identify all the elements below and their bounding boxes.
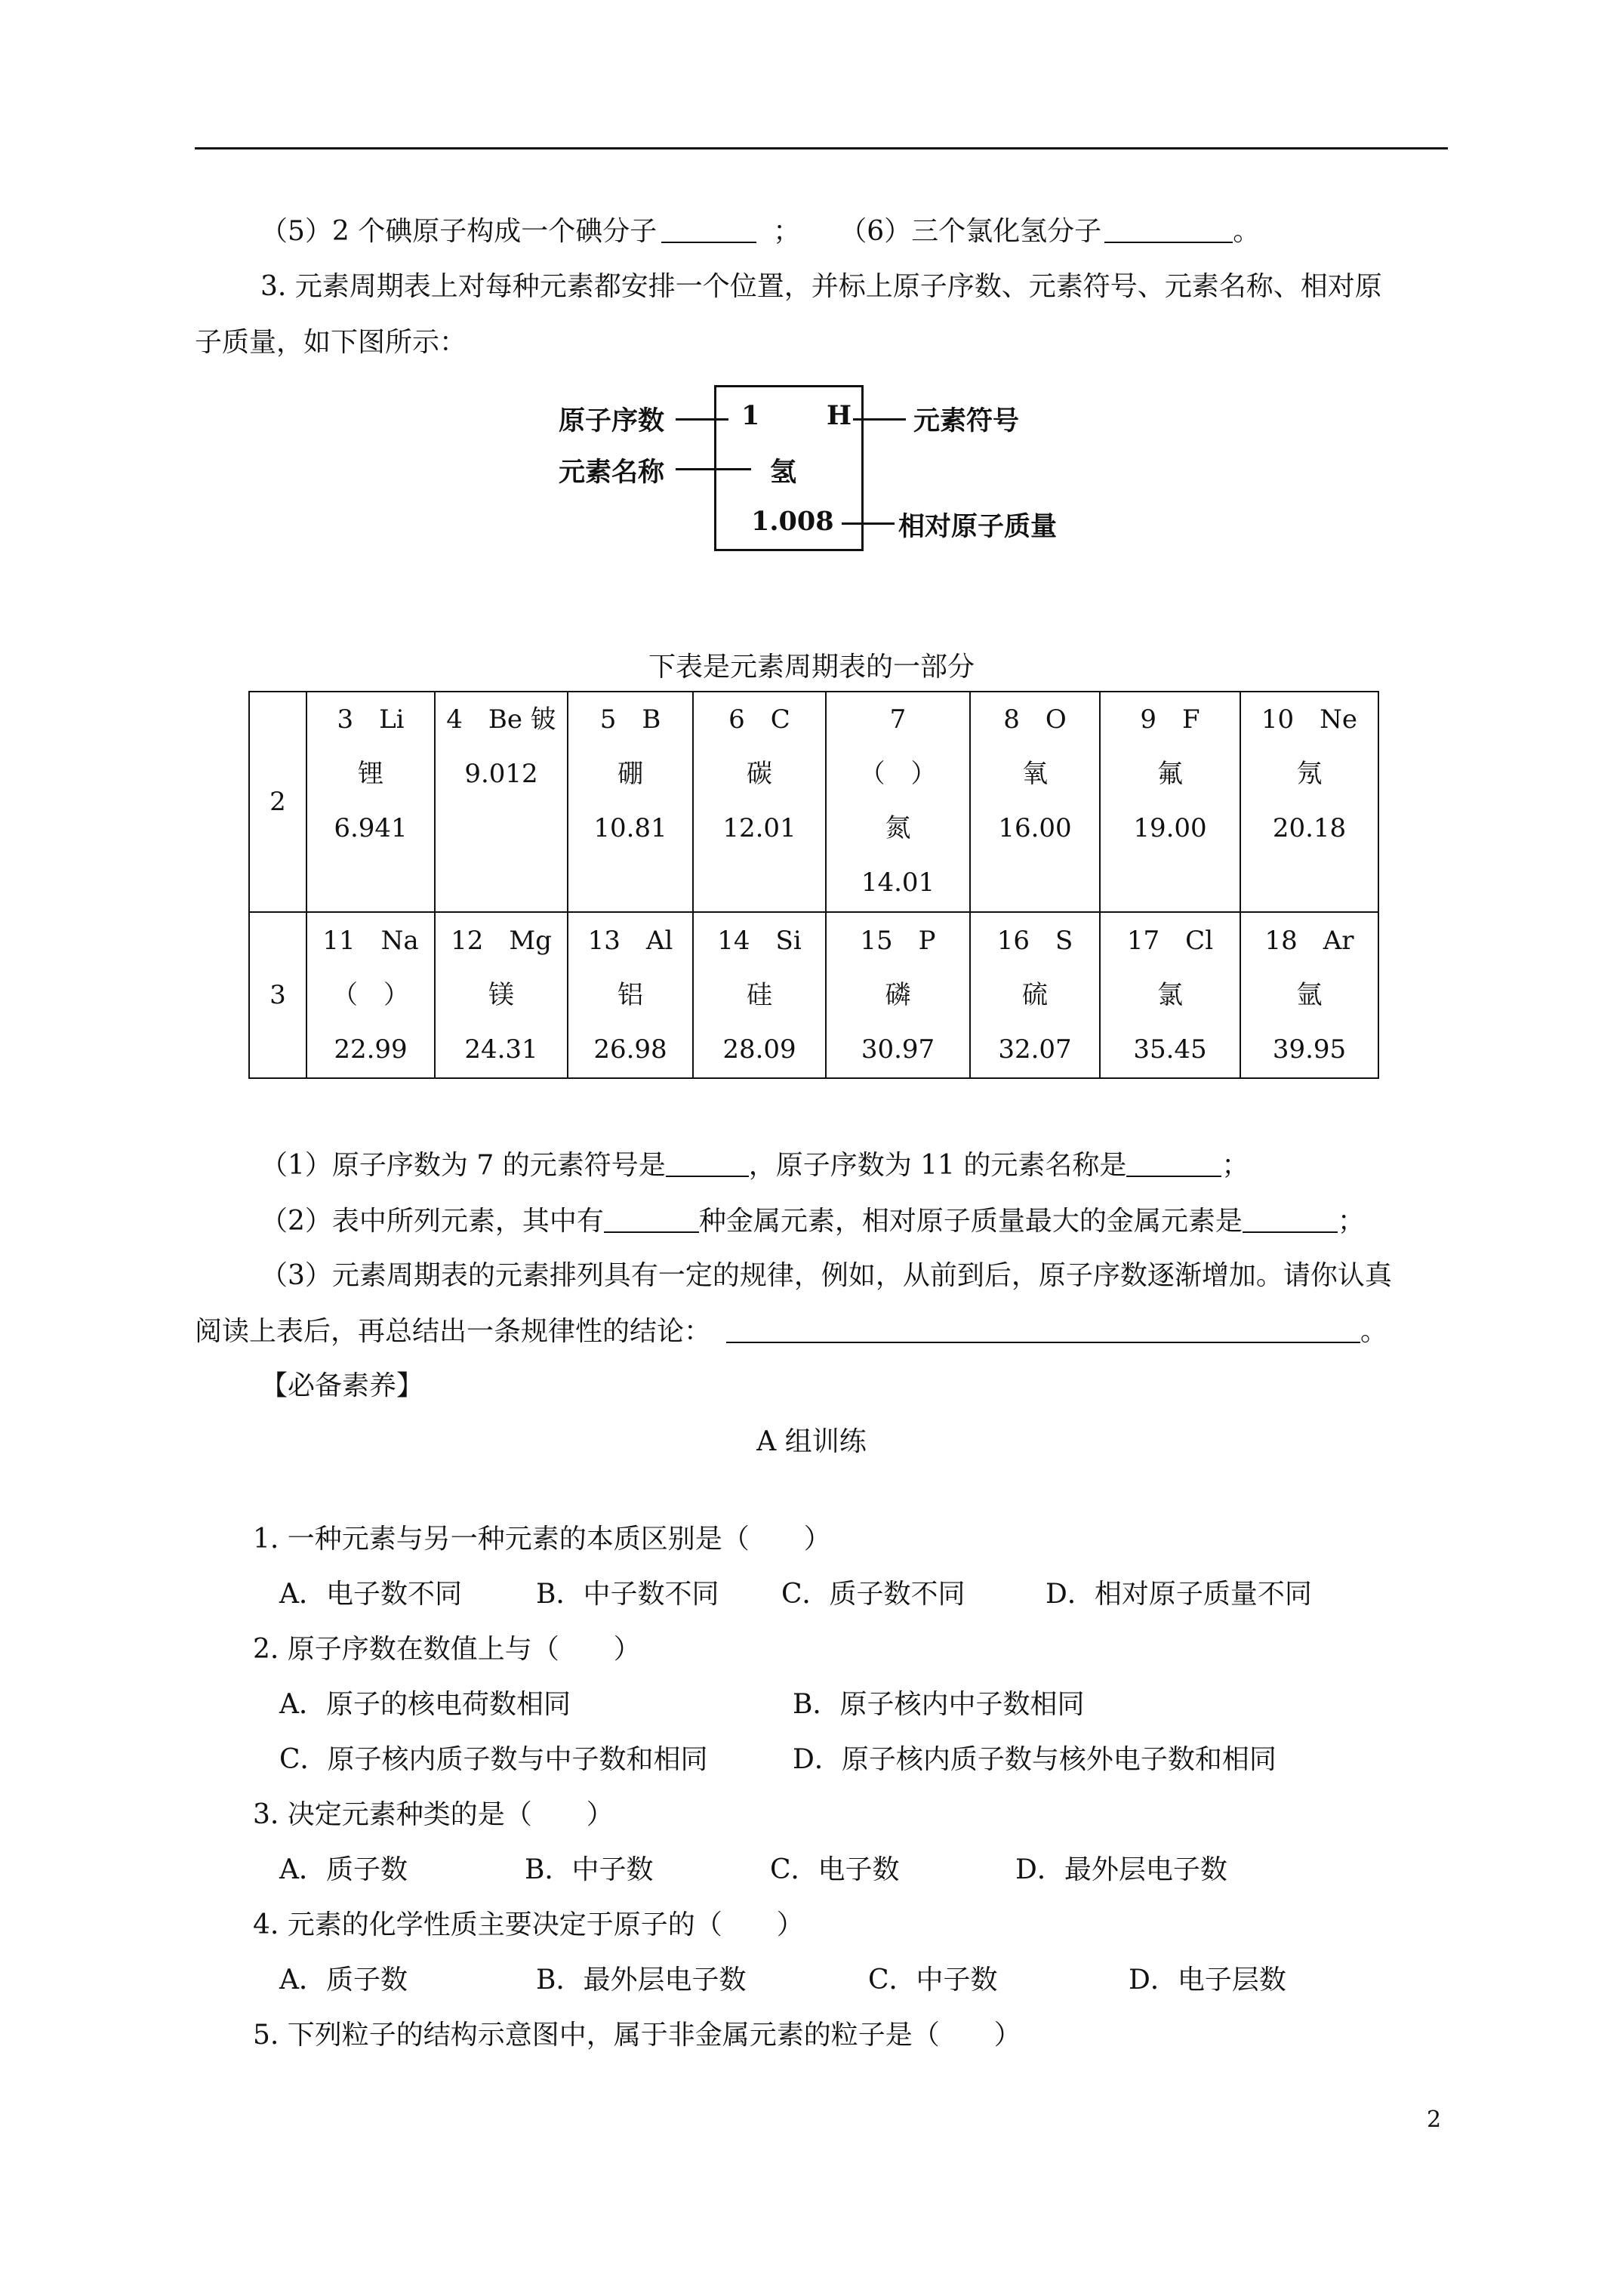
q2-text-b: 种金属元素，相对原子质量最大的金属元素是 <box>698 1206 1243 1237</box>
cell-line: 24.31 <box>464 1034 538 1065</box>
cell-line: 5 B <box>599 704 661 735</box>
element-cell <box>435 692 568 912</box>
cell-line: 磷 <box>885 980 911 1010</box>
cell-line: 氟 <box>1157 759 1183 789</box>
element-cell <box>568 912 693 1078</box>
cell-line: 硫 <box>1022 980 1048 1010</box>
answer-option[interactable]: C．电子数 <box>770 1854 900 1885</box>
cell-line: 12.01 <box>722 813 796 843</box>
answer-option[interactable]: D．电子层数 <box>1129 1965 1286 1996</box>
blank[interactable] <box>604 1204 699 1233</box>
atomic-number-label: 原子序数 <box>559 406 665 436</box>
cell-line: 3 Li <box>337 704 405 735</box>
cell-line: 28.09 <box>722 1034 796 1065</box>
element-cell <box>970 912 1100 1078</box>
answer-blank[interactable] <box>726 1314 1360 1343</box>
cell-line: 30.97 <box>861 1034 935 1065</box>
separator: ； <box>773 216 801 247</box>
q1-text-b: ，原子序数为 11 的元素名称是 <box>748 1150 1127 1181</box>
blank[interactable] <box>1126 1148 1221 1177</box>
cell-line: （ ） <box>859 759 937 789</box>
cell-line: 4 Be 铍 <box>446 704 556 735</box>
cell-line: 19.00 <box>1133 813 1207 843</box>
element-cell <box>826 692 970 912</box>
element-cell <box>693 692 826 912</box>
table-caption: 下表是元素周期表的一部分 <box>648 652 975 683</box>
cell-line: 14 Si <box>717 926 802 956</box>
answer-option[interactable]: A．质子数 <box>279 1965 408 1996</box>
cell-line: （ ） <box>332 980 409 1010</box>
sub-question-3-line-2 <box>195 1314 1387 1350</box>
cell-line: 氩 <box>1296 980 1323 1010</box>
element-cell <box>970 692 1100 912</box>
question-3-line-1: 3. 元素周期表上对每种元素都安排一个位置，并标上原子序数、元素符号、元素名称、相对原 <box>260 271 1382 302</box>
cell-line: 硅 <box>747 980 772 1010</box>
sub-question-1 <box>260 1148 1249 1184</box>
cell-line: 39.95 <box>1272 1034 1347 1065</box>
table-row <box>249 912 1378 1078</box>
element-name: 氢 <box>770 458 797 488</box>
blank[interactable] <box>1243 1204 1338 1233</box>
sub-question-2 <box>260 1203 1365 1240</box>
atomic-mass: 1.008 <box>751 506 834 537</box>
cell-line: 氖 <box>1296 759 1323 789</box>
question-3-line-2: 子质量，如下图所示： <box>195 327 467 358</box>
cell-line: 9 F <box>1140 704 1200 735</box>
period-number: 2 <box>249 692 306 912</box>
cell-line: 铝 <box>617 980 643 1010</box>
cell-line: 16 S <box>996 926 1073 956</box>
pointer-line <box>853 418 906 421</box>
element-cell <box>1100 692 1240 912</box>
q3-end: 。 <box>1360 1316 1388 1347</box>
cell-line: 35.45 <box>1133 1034 1207 1065</box>
element-symbol-label: 元素符号 <box>913 406 1020 436</box>
cell-line: 氮 <box>885 813 911 843</box>
answer-option[interactable]: D．原子核内质子数与核外电子数和相同 <box>793 1744 1277 1775</box>
question-5-6-line <box>260 214 1260 250</box>
cell-line: 14.01 <box>861 868 935 898</box>
section-heading: 【必备素养】 <box>260 1370 424 1401</box>
cell-line: 12 Mg <box>451 926 552 956</box>
answer-option[interactable]: C．中子数 <box>868 1965 998 1996</box>
cell-line: 7 <box>889 704 907 735</box>
element-symbol: H <box>827 400 852 431</box>
cell-line: 8 O <box>1003 704 1067 735</box>
answer-option[interactable]: A．电子数不同 <box>279 1579 462 1610</box>
cell-line: 26.98 <box>593 1034 667 1065</box>
item-5-text: （5）2 个碘原子构成一个碘分子 <box>260 216 658 247</box>
answer-option[interactable]: B．中子数不同 <box>536 1579 719 1610</box>
element-cell <box>826 912 970 1078</box>
question-stem: 4. 元素的化学性质主要决定于原子的（ ） <box>253 1909 804 1940</box>
cell-line: 氯 <box>1157 980 1183 1010</box>
q3-text: 阅读上表后，再总结出一条规律性的结论： <box>195 1316 712 1347</box>
cell-line: 15 P <box>860 926 936 956</box>
element-name-label: 元素名称 <box>559 458 665 488</box>
cell-line: 6 C <box>728 704 790 735</box>
period-number: 3 <box>249 912 306 1078</box>
cell-line: 碳 <box>747 759 772 789</box>
cell-line: 10.81 <box>593 813 667 843</box>
blank[interactable] <box>661 214 756 243</box>
element-cell <box>435 912 568 1078</box>
answer-option[interactable]: A．原子的核电荷数相同 <box>279 1689 571 1720</box>
periodic-table-excerpt <box>248 691 1379 1079</box>
cell-line: 32.07 <box>998 1034 1072 1065</box>
answer-option[interactable]: A．质子数 <box>279 1854 408 1885</box>
cell-line: 硼 <box>617 759 643 789</box>
cell-line: 10 Ne <box>1261 704 1358 735</box>
cell-line: 13 Al <box>587 926 673 956</box>
line-end: 。 <box>1233 216 1261 247</box>
question-stem: 3. 决定元素种类的是（ ） <box>253 1799 614 1830</box>
q1-text-a: （1）原子序数为 7 的元素符号是 <box>260 1150 666 1181</box>
answer-option[interactable]: B．中子数 <box>525 1854 654 1885</box>
item-6-text: （6）三个氯化氢分子 <box>853 216 1102 247</box>
cell-line: 6.941 <box>334 813 408 843</box>
element-cell <box>1100 912 1240 1078</box>
cell-line: 20.18 <box>1272 813 1347 843</box>
q1-text-c: ； <box>1221 1150 1249 1181</box>
table-row <box>249 692 1378 912</box>
answer-option[interactable]: C．原子核内质子数与中子数和相同 <box>279 1744 708 1775</box>
element-cell <box>306 692 435 912</box>
element-cell <box>1240 692 1378 912</box>
header-rule <box>195 147 1448 149</box>
element-cell <box>693 912 826 1078</box>
cell-line: 锂 <box>358 759 383 789</box>
answer-option[interactable]: B．原子核内中子数相同 <box>793 1689 1085 1720</box>
cell-line: 16.00 <box>998 813 1072 843</box>
question-stem: 1. 一种元素与另一种元素的本质区别是（ ） <box>253 1524 831 1555</box>
cell-line: 17 Cl <box>1126 926 1214 956</box>
group-heading: A 组训练 <box>756 1426 867 1457</box>
element-cell <box>306 912 435 1078</box>
atomic-number: 1 <box>741 400 760 431</box>
page-number: 2 <box>1427 2106 1442 2133</box>
pointer-line <box>676 468 751 470</box>
pointer-line <box>676 418 728 421</box>
answer-option[interactable]: D．相对原子质量不同 <box>1046 1579 1312 1610</box>
cell-line: 18 Ar <box>1264 926 1354 956</box>
question-stem: 5. 下列粒子的结构示意图中，属于非金属元素的粒子是（ ） <box>253 2020 1021 2051</box>
q2-text-c: ； <box>1337 1206 1365 1237</box>
blank[interactable] <box>1104 214 1233 243</box>
q2-text-a: （2）表中所列元素，其中有 <box>260 1206 604 1237</box>
cell-line: 11 Na <box>322 926 419 956</box>
atomic-mass-label: 相对原子质量 <box>898 512 1058 542</box>
blank[interactable] <box>666 1148 749 1177</box>
cell-line: 氧 <box>1022 759 1048 789</box>
cell-line: 9.012 <box>464 759 538 789</box>
answer-option[interactable]: B．最外层电子数 <box>536 1965 747 1996</box>
answer-option[interactable]: C．质子数不同 <box>781 1579 965 1610</box>
sub-question-3-line-1: （3）元素周期表的元素排列具有一定的规律，例如，从前到后，原子序数逐渐增加。请你认真 <box>260 1260 1392 1291</box>
answer-option[interactable]: D．最外层电子数 <box>1015 1854 1227 1885</box>
question-stem: 2. 原子序数在数值上与（ ） <box>253 1634 641 1665</box>
cell-line: 22.99 <box>334 1034 408 1065</box>
pointer-line <box>842 522 895 525</box>
element-cell <box>1240 912 1378 1078</box>
cell-line: 镁 <box>488 980 514 1010</box>
element-cell <box>568 692 693 912</box>
